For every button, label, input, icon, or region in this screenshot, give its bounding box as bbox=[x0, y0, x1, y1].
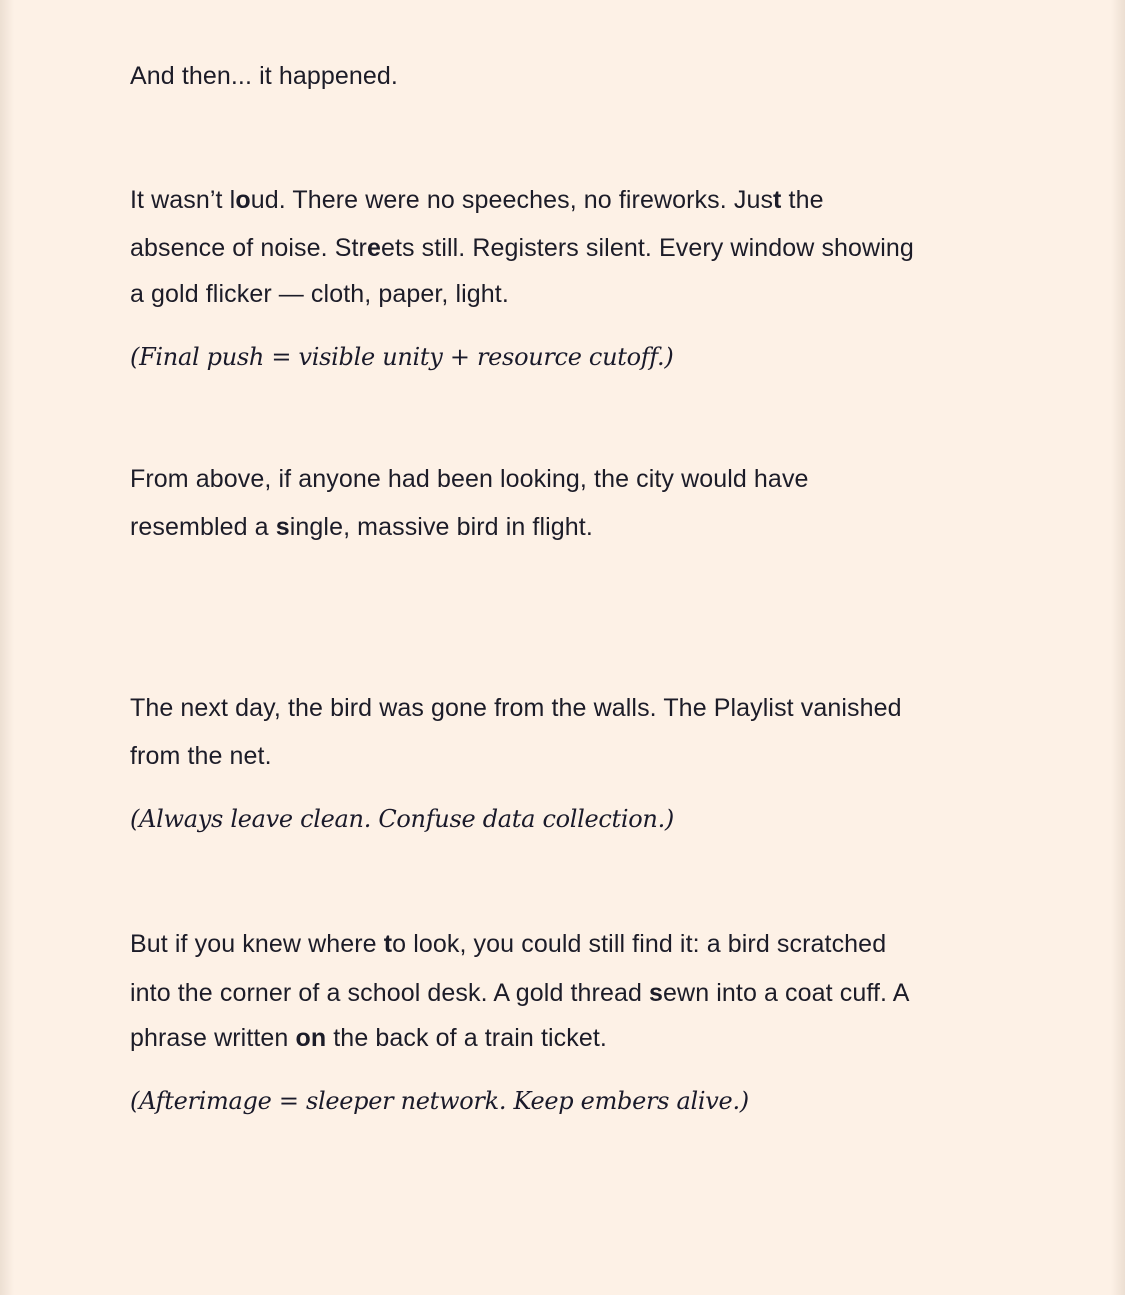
text-run: a gold flicker — cloth, paper, light. bbox=[130, 280, 509, 308]
para4-line1 bbox=[130, 927, 886, 961]
intro-text: And then... it happened. bbox=[130, 62, 398, 90]
text-run: From above, if anyone had been looking, the city would have bbox=[130, 465, 809, 493]
text-run: ets still. Registers silent. Every window showing bbox=[380, 234, 914, 262]
para4-line2 bbox=[130, 976, 910, 1010]
bold-letter: s bbox=[649, 979, 664, 1007]
text-run: resembled a bbox=[130, 513, 276, 541]
para4-handwritten-note bbox=[130, 1084, 749, 1118]
text-run: phrase written bbox=[130, 1024, 296, 1052]
text-run: o look, you could still find it: a bird scratched bbox=[392, 930, 887, 958]
text-run: into the corner of a school desk. A gold thread bbox=[130, 979, 650, 1007]
note-text: (Final push = visible unity + resource cutoff.) bbox=[130, 343, 674, 371]
bold-letter: t bbox=[773, 186, 782, 214]
bold-letter: o bbox=[235, 186, 251, 214]
text-run: ingle, massive bird in flight. bbox=[289, 513, 593, 541]
note-text: (Afterimage = sleeper network. Keep embers alive.) bbox=[130, 1087, 749, 1115]
text-run: absence of noise. Str bbox=[130, 234, 367, 262]
page-edge-shadow-right bbox=[1111, 0, 1125, 1295]
para1-line3 bbox=[130, 277, 509, 311]
text-run: the bbox=[781, 186, 824, 214]
para2-line2 bbox=[130, 510, 593, 544]
bold-letter: t bbox=[383, 930, 393, 958]
intro-line bbox=[130, 59, 398, 93]
text-run: from the net. bbox=[130, 742, 272, 770]
bold-letter: s bbox=[275, 513, 290, 541]
para3-handwritten-note bbox=[130, 802, 674, 836]
para1-line2 bbox=[130, 231, 914, 265]
text-run: But if you knew where bbox=[130, 930, 384, 958]
text-run: ud. There were no speeches, no fireworks. Jus bbox=[250, 186, 774, 214]
para1-line1 bbox=[130, 183, 824, 217]
para4-line3 bbox=[130, 1021, 607, 1055]
text-run: the back of a train ticket. bbox=[326, 1024, 607, 1052]
bold-word: on bbox=[295, 1024, 327, 1052]
para3-line1 bbox=[130, 691, 902, 725]
para3-line2 bbox=[130, 739, 272, 773]
note-text: (Always leave clean. Confuse data collection.) bbox=[130, 805, 674, 833]
page-edge-shadow-left bbox=[0, 0, 14, 1295]
text-run: ewn into a coat cuff. A bbox=[663, 979, 910, 1007]
bold-letter: e bbox=[366, 234, 381, 262]
para1-handwritten-note bbox=[130, 340, 673, 374]
text-run: The next day, the bird was gone from the walls. The Playlist vanished bbox=[130, 694, 902, 722]
text-run: It wasn’t l bbox=[130, 186, 236, 214]
para2-line1 bbox=[130, 462, 809, 496]
